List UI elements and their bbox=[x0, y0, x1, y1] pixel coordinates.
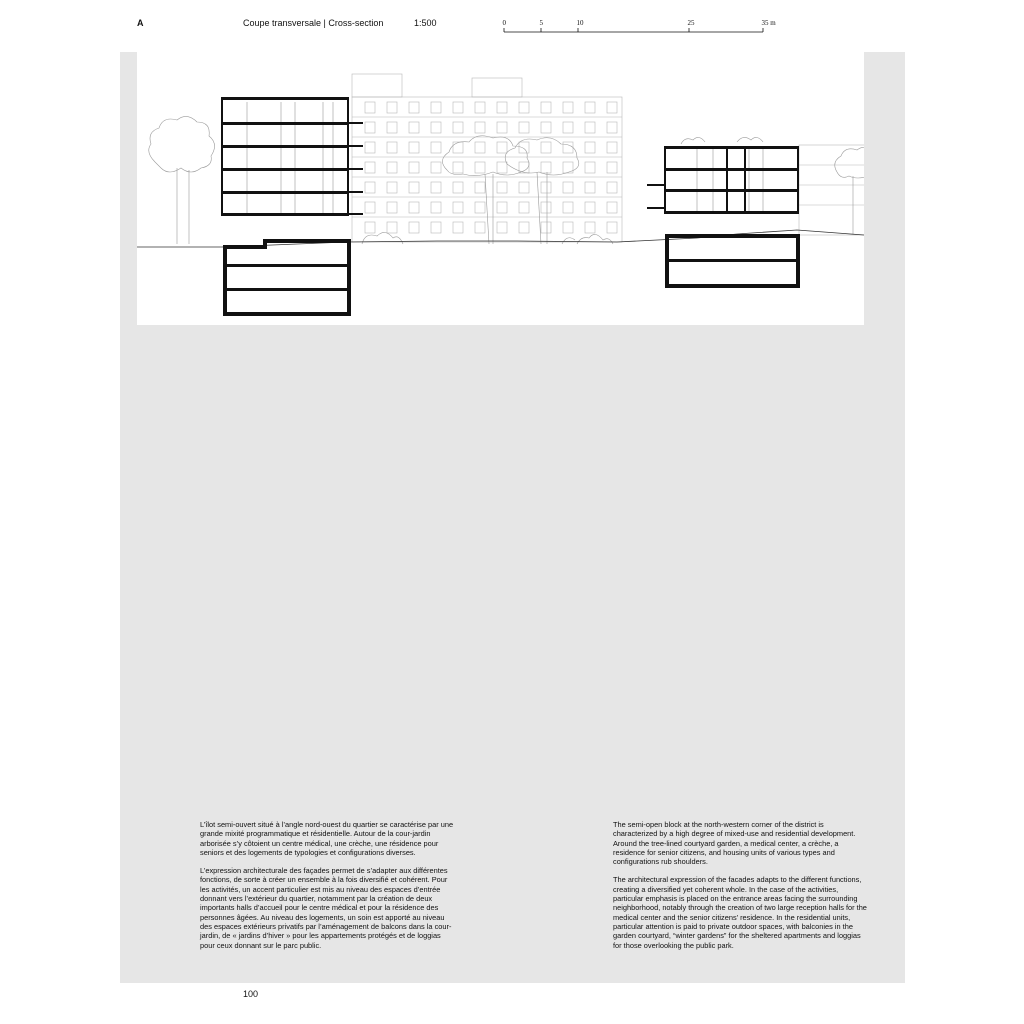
background-window bbox=[497, 142, 507, 153]
background-window bbox=[387, 182, 397, 193]
background-window bbox=[431, 162, 441, 173]
french-paragraph-1: L’îlot semi-ouvert situé à l’angle nord-ouest du quartier se caractérise par une grande mixité programmatique et résidentielle. Autour de la cour-jardin arborisée s’y côtoient un centre médical, une crèche, une résidence pour seniors et des logements de typologies et configurations diverses. bbox=[200, 820, 454, 857]
background-window bbox=[541, 202, 551, 213]
background-window bbox=[585, 122, 595, 133]
background-facades bbox=[352, 74, 864, 242]
section-title: Coupe transversale | Cross-section bbox=[243, 18, 384, 28]
background-window bbox=[541, 102, 551, 113]
background-window bbox=[475, 182, 485, 193]
background-window bbox=[497, 202, 507, 213]
background-window bbox=[563, 122, 573, 133]
background-window bbox=[453, 162, 463, 173]
background-window bbox=[519, 102, 529, 113]
background-window bbox=[475, 222, 485, 233]
background-window bbox=[541, 122, 551, 133]
scale-ratio: 1:500 bbox=[414, 18, 437, 28]
background-window bbox=[607, 162, 617, 173]
background-window bbox=[409, 142, 419, 153]
english-paragraph-2: The architectural expression of the facades adapts to the different functions, creating a diversified yet coherent whole. In the case of the activities, particular emphasis is placed on the entrance areas facing the surrounding neighborhood, notably through the creation of two large reception halls for the medical center and the senior citizens’ residence. In the residential units, particular attention is paid to private outdoor spaces, with balconies in the garden courtyard, “winter gardens” for the sheltered apartments and loggias for those overlooking the public park. bbox=[613, 875, 867, 950]
background-window bbox=[563, 202, 573, 213]
background-window bbox=[453, 102, 463, 113]
background-window bbox=[387, 102, 397, 113]
background-window bbox=[453, 182, 463, 193]
background-window bbox=[563, 222, 573, 233]
background-window bbox=[475, 142, 485, 153]
background-window bbox=[409, 202, 419, 213]
text-column-english bbox=[613, 820, 867, 959]
scale-tick-label: 10 bbox=[576, 19, 584, 27]
background-window bbox=[519, 222, 529, 233]
background-window bbox=[607, 102, 617, 113]
background-window bbox=[409, 162, 419, 173]
background-window bbox=[387, 142, 397, 153]
background-window bbox=[409, 182, 419, 193]
french-paragraph-2: L’expression architecturale des façades permet de s’adapter aux différentes fonctions, de sorte à créer un ensemble à la fois diversifié et cohérent. Pour les activités, un accent particulier est mis au niveau des espaces d’entrée donnant vers l’extérieur du quartier, notamment par la création de deux importants halls d’accueil pour le centre médical et pour la résidence des personnes âgées. Au niveau des logements, un soin est apporté au niveau des espaces extérieurs privatifs par l’aménagement de balcons dans la cour-jardin, de « jardins d’hiver » pour les appartements protégés et de loggias pour ceux donnant sur le parc public. bbox=[200, 866, 452, 950]
background-window bbox=[387, 222, 397, 233]
text-column-french bbox=[200, 820, 454, 959]
trees bbox=[149, 116, 864, 244]
background-window bbox=[585, 222, 595, 233]
background-window bbox=[607, 202, 617, 213]
background-window bbox=[453, 142, 463, 153]
background-window bbox=[431, 182, 441, 193]
scale-tick-label: 0 bbox=[502, 19, 506, 27]
page-header bbox=[0, 14, 1024, 38]
background-window bbox=[519, 142, 529, 153]
background-window bbox=[563, 142, 573, 153]
background-window bbox=[409, 122, 419, 133]
background-window bbox=[387, 162, 397, 173]
background-window bbox=[453, 222, 463, 233]
background-window bbox=[365, 102, 375, 113]
background-window bbox=[497, 122, 507, 133]
background-window bbox=[453, 122, 463, 133]
background-windows bbox=[365, 102, 617, 233]
background-window bbox=[607, 182, 617, 193]
background-window bbox=[475, 162, 485, 173]
background-window bbox=[409, 222, 419, 233]
background-window bbox=[497, 162, 507, 173]
background-window bbox=[431, 102, 441, 113]
background-window bbox=[387, 202, 397, 213]
background-window bbox=[431, 222, 441, 233]
scale-bar bbox=[500, 14, 780, 38]
background-window bbox=[563, 102, 573, 113]
background-window bbox=[365, 182, 375, 193]
background-window bbox=[431, 122, 441, 133]
background-window bbox=[519, 202, 529, 213]
scale-tick-label: 35 m bbox=[761, 19, 776, 27]
background-window bbox=[585, 182, 595, 193]
background-window bbox=[365, 162, 375, 173]
background-window bbox=[607, 222, 617, 233]
background-window bbox=[365, 122, 375, 133]
background-window bbox=[519, 122, 529, 133]
background-window bbox=[607, 142, 617, 153]
background-window bbox=[431, 202, 441, 213]
background-window bbox=[541, 222, 551, 233]
english-paragraph-1: The semi-open block at the north-western corner of the district is characterized by a high degree of mixed-use and residential development. Around the tree-lined courtyard garden, a medical center, a crèche, a residence for senior citizens, and housing units of various types and configurations rub shoulders. bbox=[613, 820, 856, 867]
background-window bbox=[541, 182, 551, 193]
left-building-section bbox=[221, 97, 363, 314]
background-window bbox=[585, 102, 595, 113]
plate-letter: A bbox=[137, 18, 144, 28]
background-window bbox=[365, 202, 375, 213]
scale-tick-label: 25 bbox=[687, 19, 695, 27]
background-window bbox=[475, 122, 485, 133]
background-window bbox=[409, 102, 419, 113]
background-window bbox=[365, 222, 375, 233]
background-window bbox=[585, 162, 595, 173]
background-window bbox=[475, 102, 485, 113]
background-window bbox=[431, 142, 441, 153]
background-window bbox=[519, 182, 529, 193]
background-window bbox=[585, 202, 595, 213]
background-window bbox=[453, 202, 463, 213]
cross-section-svg bbox=[137, 52, 864, 325]
background-window bbox=[541, 142, 551, 153]
background-window bbox=[387, 122, 397, 133]
ground-line bbox=[137, 230, 864, 247]
background-window bbox=[365, 142, 375, 153]
background-window bbox=[541, 162, 551, 173]
background-window bbox=[497, 222, 507, 233]
right-building-section bbox=[647, 146, 799, 286]
page-number: 100 bbox=[243, 989, 259, 999]
background-window bbox=[607, 122, 617, 133]
cross-section-drawing bbox=[137, 52, 864, 325]
background-window bbox=[475, 202, 485, 213]
background-window bbox=[497, 102, 507, 113]
background-window bbox=[585, 142, 595, 153]
background-window bbox=[497, 182, 507, 193]
background-window bbox=[563, 182, 573, 193]
scale-tick-label: 5 bbox=[539, 19, 543, 27]
